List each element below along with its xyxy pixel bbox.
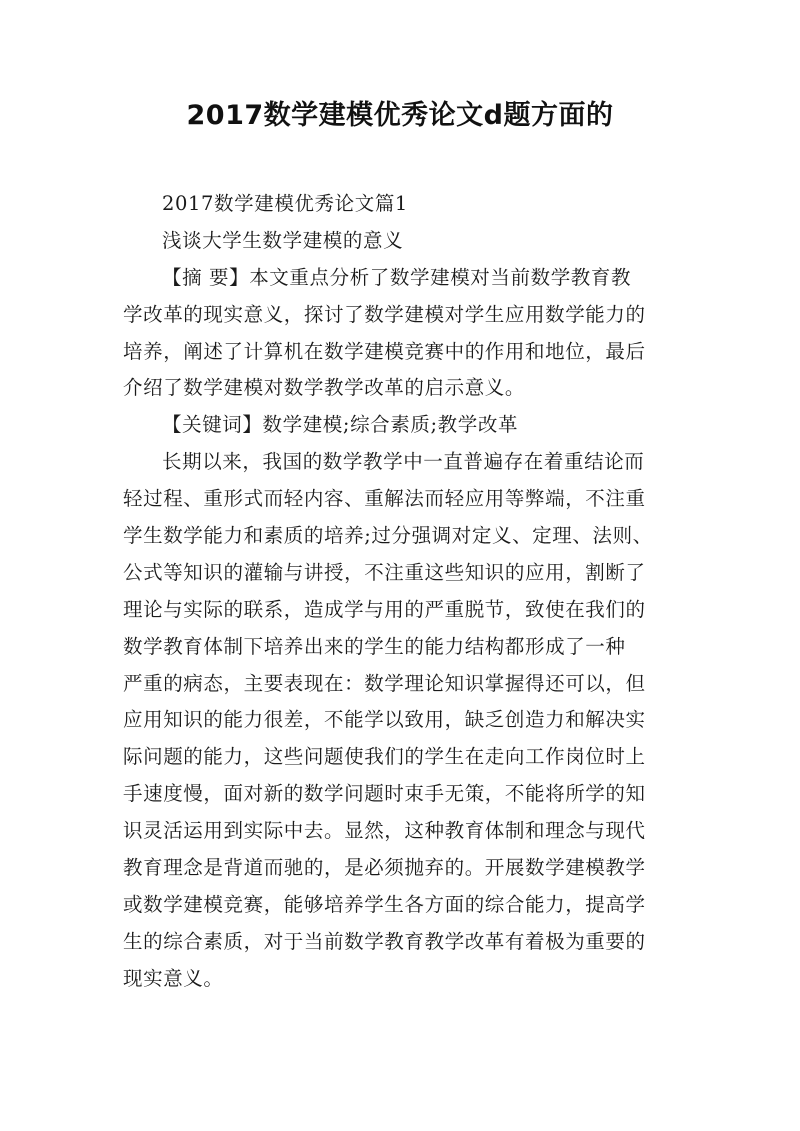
document-title: 2017数学建模优秀论文d题方面的 (186, 100, 614, 131)
paragraph-line: 际问题的能力，这些问题使我们的学生在走向工作岗位时上 (123, 745, 646, 769)
paragraph-line: 生的综合素质，对于当前数学教育教学改革有着极为重要的 (123, 929, 646, 953)
article-title: 浅谈大学生数学建模的意义 (162, 228, 404, 252)
abstract-line: 学改革的现实意义，探讨了数学建模对学生应用数学能力的 (123, 302, 646, 326)
abstract-line: 介绍了数学建模对数学教学改革的启示意义。 (123, 376, 526, 400)
paragraph-line: 应用知识的能力很差，不能学以致用，缺乏创造力和解决实 (123, 708, 646, 732)
paragraph-line: 轻过程、重形式而轻内容、重解法而轻应用等弊端，不注重 (123, 487, 646, 511)
paragraph-line: 严重的病态，主要表现在：数学理论知识掌握得还可以，但 (123, 671, 646, 695)
paragraph-line: 数学教育体制下培养出来的学生的能力结构都形成了一种 (123, 634, 626, 658)
paragraph-line: 学生数学能力和素质的培养;过分强调对定义、定理、法则、 (123, 524, 653, 548)
document-body (123, 186, 683, 998)
abstract-line: 【摘 要】本文重点分析了数学建模对当前数学教育教 (162, 265, 632, 289)
paragraph-line: 理论与实际的联系，造成学与用的严重脱节，致使在我们的 (123, 597, 646, 621)
paragraph-line: 手速度慢，面对新的数学问题时束手无策，不能将所学的知 (123, 782, 646, 806)
paragraph-line: 现实意义。 (123, 966, 224, 990)
keywords-line: 【关键词】数学建模;综合素质;教学改革 (162, 413, 519, 437)
paragraph-line: 长期以来，我国的数学教学中一直普遍存在着重结论而 (162, 450, 645, 474)
section-heading: 2017数学建模优秀论文篇1 (162, 192, 408, 215)
paragraph-line: 公式等知识的灌输与讲授，不注重这些知识的应用，割断了 (123, 560, 646, 584)
paragraph-line: 或数学建模竞赛，能够培养学生各方面的综合能力，提高学 (123, 892, 646, 916)
abstract-line: 培养，阐述了计算机在数学建模竞赛中的作用和地位，最后 (123, 339, 646, 363)
paragraph-line: 教育理念是背道而驰的，是必须抛弃的。开展数学建模教学 (123, 856, 646, 880)
paragraph-line: 识灵活运用到实际中去。显然，这种教育体制和理念与现代 (123, 819, 646, 843)
